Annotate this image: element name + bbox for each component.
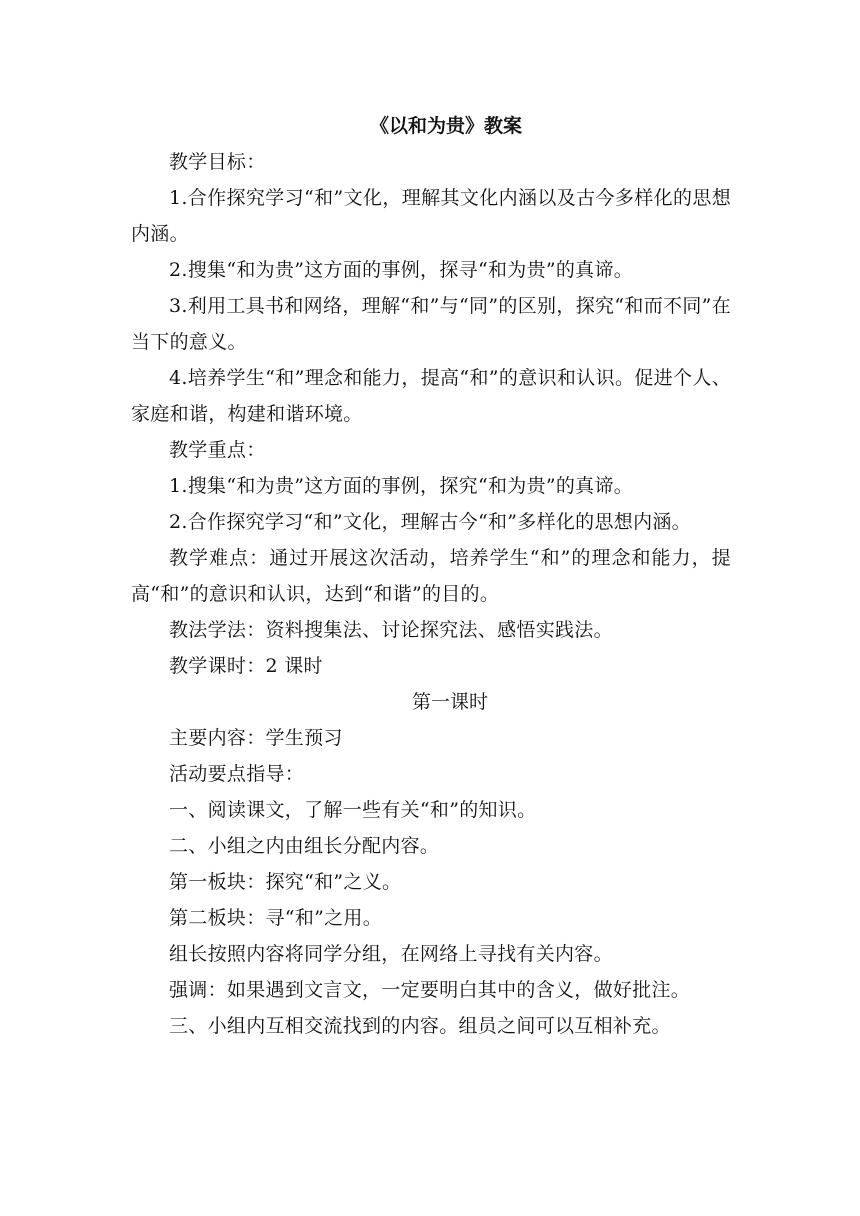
section-heading: 第一课时 [411, 691, 488, 713]
paragraph: 三、小组内互相交流找到的内容。组员之间可以互相补充。 [169, 1015, 671, 1037]
paragraph: 二、小组之内由组长分配内容。 [169, 835, 440, 857]
paragraph: 强调：如果遇到文言文，一定要明白其中的含义，做好批注。 [169, 979, 691, 1001]
paragraph: 1.合作探究学习“和”文化，理解其文化内涵以及古今多样化的思想内涵。 [131, 187, 731, 245]
document-body [131, 108, 731, 1044]
paragraph: 2.搜集“和为贵”这方面的事例，探寻“和为贵”的真谛。 [169, 259, 634, 281]
paragraph: 4.培养学生“和”理念和能力，提高“和”的意识和认识。促进个人、家庭和谐，构建和谐环境。 [131, 367, 731, 425]
paragraph: 主要内容：学生预习 [169, 727, 343, 749]
paragraph: 组长按照内容将同学分组，在网络上寻找有关内容。 [169, 943, 613, 965]
paragraph: 教学课时：2 课时 [169, 655, 323, 677]
document-title: 《以和为贵》教案 [369, 115, 522, 137]
paragraph: 教法学法：资料搜集法、讨论探究法、感悟实践法。 [169, 619, 613, 641]
paragraph: 2.合作探究学习“和”文化，理解古今“和”多样化的思想内涵。 [169, 511, 691, 533]
paragraph: 教学重点： [169, 439, 266, 461]
paragraph: 3.利用工具书和网络，理解“和”与“同”的区别，探究“和而不同”在当下的意义。 [131, 295, 731, 353]
paragraph: 第二板块：寻“和”之用。 [169, 907, 383, 929]
paragraph: 1.搜集“和为贵”这方面的事例，探究“和为贵”的真谛。 [169, 475, 634, 497]
paragraph: 一、阅读课文，了解一些有关“和”的知识。 [169, 799, 537, 821]
paragraph: 教学目标： [169, 151, 266, 173]
paragraph: 教学难点：通过开展这次活动，培养学生“和”的理念和能力，提高“和”的意识和认识，达到“和谐”的目的。 [131, 547, 731, 605]
paragraph: 第一板块：探究“和”之义。 [169, 871, 402, 893]
paragraph: 活动要点指导： [169, 763, 305, 785]
